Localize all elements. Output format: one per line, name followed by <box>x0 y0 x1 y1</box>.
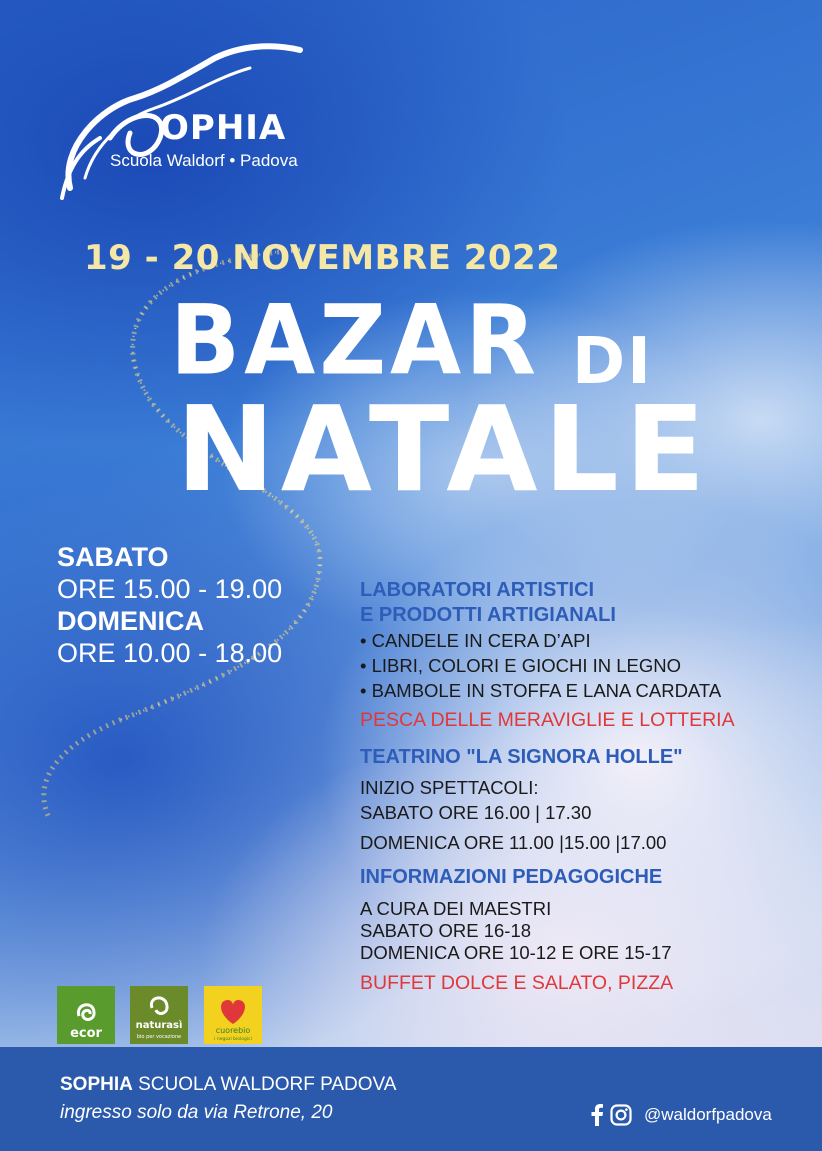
social-handle[interactable]: @waldorfpadova <box>644 1105 772 1124</box>
title-di: DI <box>572 325 653 399</box>
laboratori-item: • BAMBOLE IN STOFFA E LANA CARDATA <box>360 680 722 701</box>
footer-school-bold: SOPHIA <box>60 1074 133 1095</box>
facebook-icon[interactable] <box>590 1104 604 1126</box>
naturasi-label: naturasì <box>135 1020 183 1031</box>
program-details <box>360 578 800 996</box>
event-date: 19 - 20 NOVEMBRE 2022 <box>84 238 561 278</box>
title-bazar: BAZAR <box>170 284 541 397</box>
info-pedagogiche-heading: INFORMAZIONI PEDAGOGICHE <box>360 866 663 888</box>
ecor-label: ecor <box>70 1026 102 1041</box>
footer-address: ingresso solo da via Retrone, 20 <box>60 1102 333 1123</box>
logo-name: OPHIA <box>160 108 287 148</box>
social-links <box>590 1104 772 1126</box>
info-line: A CURA DEI MAESTRI <box>360 898 552 919</box>
footer-school-rest: SCUOLA WALDORF PADOVA <box>132 1074 397 1095</box>
pesca-lotteria: PESCA DELLE MERAVIGLIE E LOTTERIA <box>360 709 735 731</box>
laboratori-heading-2: E PRODOTTI ARTIGIANALI <box>360 604 616 626</box>
hours-time-sunday: ORE 10.00 - 18.00 <box>57 638 283 668</box>
info-line: SABATO ORE 16-18 <box>360 920 532 941</box>
cuorebio-logo <box>204 986 262 1044</box>
naturasi-logo <box>130 986 188 1044</box>
cuorebio-label: cuorebio <box>215 1026 251 1035</box>
opening-hours <box>57 542 282 670</box>
buffet: BUFFET DOLCE E SALATO, PIZZA <box>360 972 674 994</box>
instagram-icon[interactable] <box>610 1104 632 1126</box>
info-line: DOMENICA ORE 10-12 E ORE 15-17 <box>360 942 672 963</box>
teatrino-line: DOMENICA ORE 11.00 |15.00 |17.00 <box>360 832 667 853</box>
footer-school-name <box>60 1074 396 1096</box>
teatrino-line: INIZIO SPETTACOLI: <box>360 777 539 798</box>
hours-day-sunday: DOMENICA <box>57 606 204 636</box>
logo-subtitle: Scuola Waldorf • Padova <box>110 151 298 170</box>
laboratori-heading-1: LABORATORI ARTISTICI <box>360 579 595 601</box>
title-natale: NATALE <box>176 380 712 518</box>
hours-time-saturday: ORE 15.00 - 19.00 <box>57 574 283 604</box>
cuorebio-tagline: i negozi biologici <box>214 1037 252 1042</box>
teatrino-heading: TEATRINO "LA SIGNORA HOLLE" <box>360 746 683 768</box>
teatrino-line: SABATO ORE 16.00 | 17.30 <box>360 802 592 823</box>
naturasi-tagline: bio per vocazione <box>136 1034 182 1040</box>
ecor-logo <box>57 986 115 1044</box>
laboratori-item: • LIBRI, COLORI E GIOCHI IN LEGNO <box>360 655 682 676</box>
laboratori-item: • CANDELE IN CERA D’API <box>360 630 591 651</box>
hours-day-saturday: SABATO <box>57 542 169 572</box>
footer <box>0 1047 822 1151</box>
